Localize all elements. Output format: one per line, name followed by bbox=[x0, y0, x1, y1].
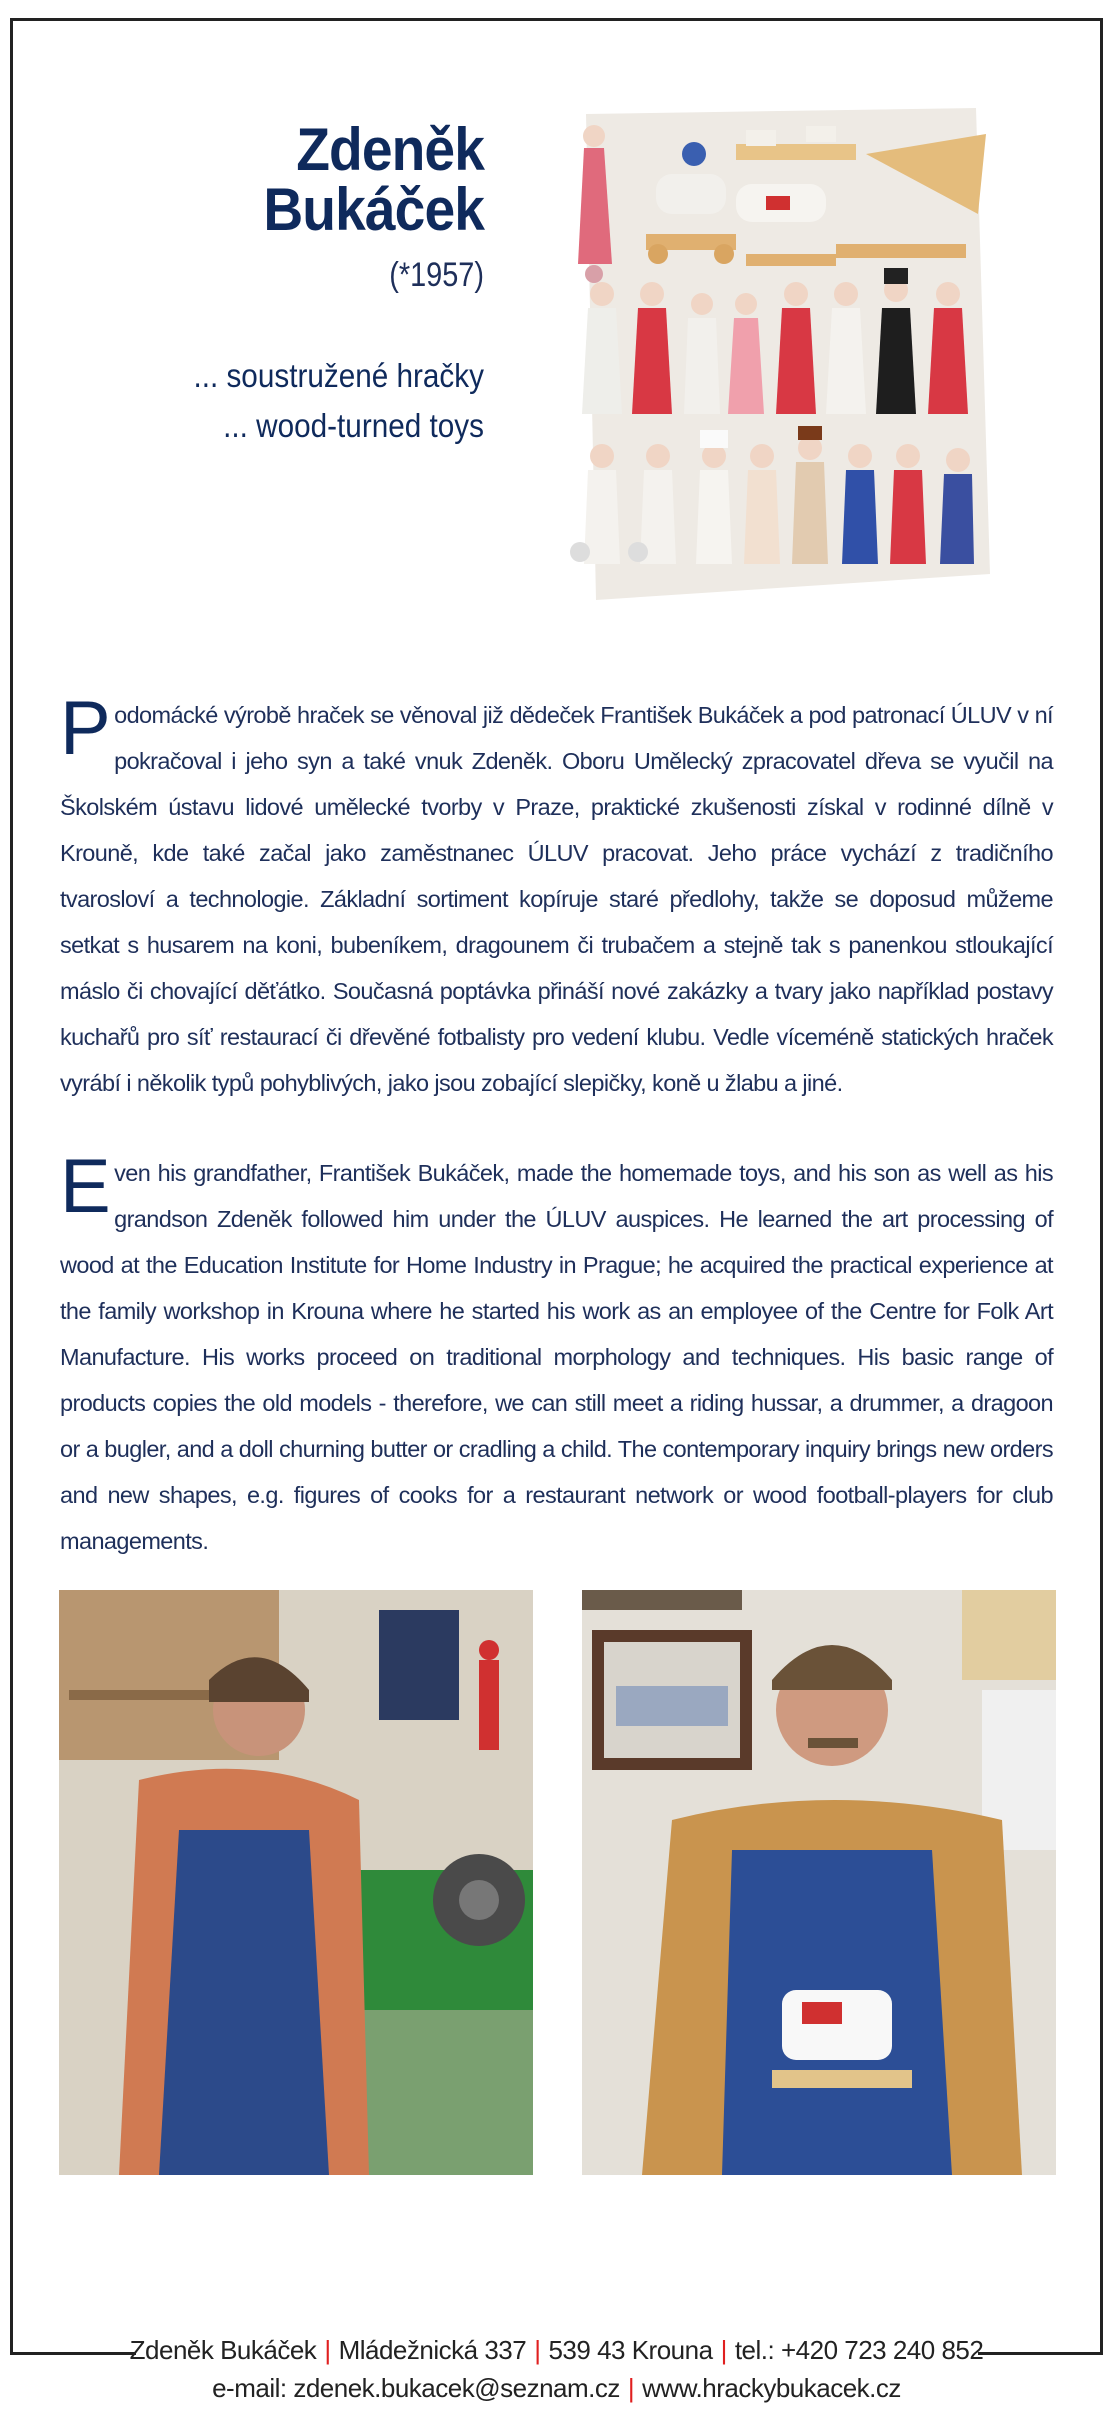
footer-name: Zdeněk Bukáček bbox=[129, 2335, 317, 2365]
frame-left-border bbox=[10, 18, 13, 2355]
frame-right-border bbox=[1100, 18, 1103, 2355]
paragraph-english-text: ven his grandfather, František Bukáček, made the homemade toys, and his son as well as his grandson Zdeněk followed him under the ÚLUV auspices. He learned the art processing of wood at the Education Institute for Home Industry in Prague; he acquired the practical experience at the family workshop in Krouna where he started his work as an employee of the Centre for Folk Art Manufacture. His works proceed on traditional morphology and techniques. His basic range of products copies the old models - therefore, we can still meet a riding hussar, a drummer, a dragoon or a bugler, and a doll churning butter or cradling a child. The contemporary inquiry brings new orders and new shapes, e.g. figures of cooks for a restaurant network or wood football-players for club managements. bbox=[60, 1160, 1053, 1554]
footer-phone: tel.: +420 723 240 852 bbox=[734, 2335, 984, 2365]
dropcap-english: E bbox=[60, 1144, 111, 1229]
footer-city: 539 43 Krouna bbox=[548, 2335, 713, 2365]
dropcap-czech: P bbox=[60, 686, 111, 771]
paragraph-english bbox=[60, 1144, 1053, 1564]
subtitle-cz: ... soustružené hračky bbox=[193, 357, 484, 394]
separator: | bbox=[627, 2373, 635, 2403]
paragraph-czech-text: odomácké výrobě hraček se věnoval již dědeček František Bukáček a pod patronací ÚLUV v ní pokračoval i jeho syn a také vnuk Zdeněk. Oboru Umělecký zpracovatel dřeva se vyučil na Školském ústavu lidové umělecké tvorby v Praze, praktické zkušenosti získal v rodinné dílně v Krouně, kde také začal jako zaměstnanec ÚLUV pracovat. Jeho práce vychází z tradičního tvarosloví a technologie. Základní sortiment kopíruje staré předlohy, takže se doposud můžeme setkat s husarem na koni, bubeníkem, dragounem či trubačem a stejně tak s panenkou stloukající máslo či chovající děťátko. Současná poptávka přináší nové zakázky a tvary jako například postavy kuchařů pro síť restaurací či dřevěné fotbalisty pro vedení klubu. Vedle víceméně statických hraček vyrábí i několik typů pohyblivých, jako jsou zobající slepičky, koně u žlabu a jiné. bbox=[60, 702, 1053, 1096]
subtitle bbox=[102, 351, 484, 451]
separator: | bbox=[534, 2335, 541, 2365]
separator: | bbox=[324, 2335, 331, 2365]
frame-top-border bbox=[10, 18, 1103, 21]
birth-year: (*1957) bbox=[389, 256, 484, 294]
footer-web-line bbox=[0, 2373, 1113, 2404]
footer-street: Mládežnická 337 bbox=[338, 2335, 527, 2365]
footer-email[interactable]: e-mail: zdenek.bukacek@seznam.cz bbox=[212, 2373, 620, 2403]
subtitle-en: ... wood-turned toys bbox=[223, 407, 484, 444]
toys-photo bbox=[566, 104, 994, 604]
footer-contact-line bbox=[0, 2335, 1113, 2366]
paragraph-czech bbox=[60, 686, 1053, 1106]
footer-website[interactable]: www.hrackybukacek.cz bbox=[642, 2373, 901, 2403]
header bbox=[60, 116, 484, 451]
artist-name: Zdeněk Bukáček bbox=[263, 116, 484, 243]
portrait-with-toy-photo bbox=[582, 1590, 1056, 2175]
workshop-lathe-photo bbox=[59, 1590, 533, 2175]
separator: | bbox=[720, 2335, 727, 2365]
